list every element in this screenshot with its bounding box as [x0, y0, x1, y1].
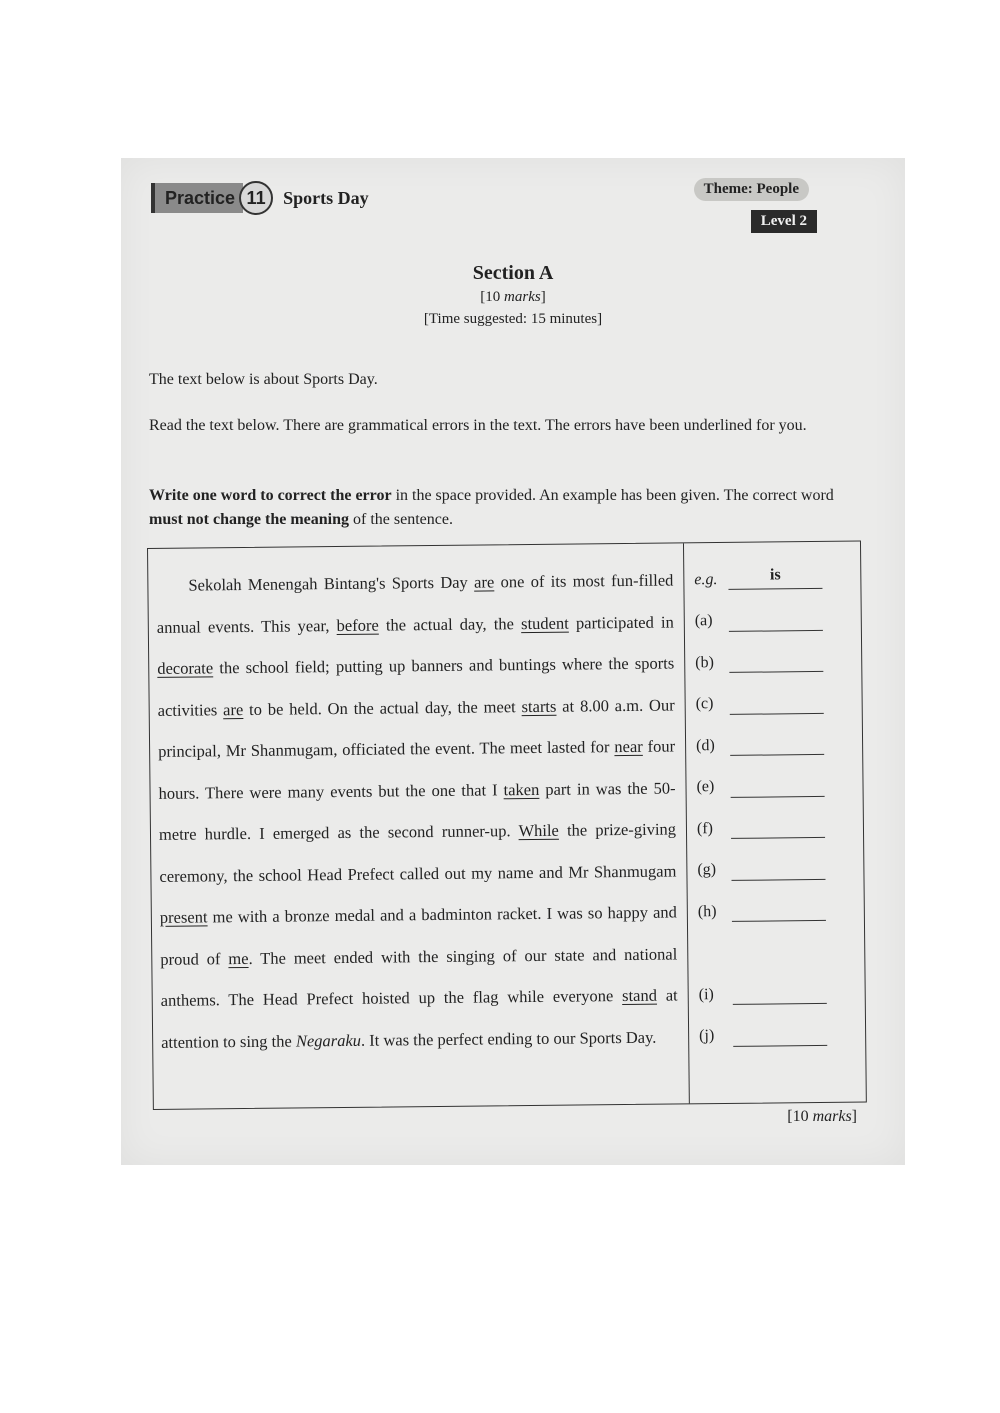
- error-b: student: [521, 613, 569, 633]
- error-f: near: [614, 736, 643, 757]
- answer-blank-g[interactable]: [731, 859, 825, 881]
- section-heading: [121, 260, 905, 330]
- answer-spacer: [688, 931, 864, 974]
- answer-row-a[interactable]: [685, 599, 861, 642]
- read-instruction: Read the text below. There are grammatical errors in the text. The errors have been underlined for you.: [149, 417, 807, 434]
- answer-blank-e[interactable]: [730, 776, 824, 798]
- passage-paragraph: Sekolah Menengah Bintang's Sports Day are one of its most fun-filled annual events. This year, before the actual day, the student participated in decorate the school field; putting up banners and buntings where the sports activities are to be held. On the actual day, the meet starts at 8.00 a.m. Our principal, Mr Shanmugam, officiated the event. The meet lasted for near four hours. There were many events but the one that I taken part in was the 50-metre hurdle. I emerged as the second runner-up. While the prize-giving ceremony, the school Head Prefect called out my name and Mr Shanmugam present me with a bronze medal and a badminton racket. I was so happy and proud of me. The meet ended with the singing of our state and national anthems. The Head Prefect hoisted up the flag while everyone stand at attention to sing the Negaraku. It was the perfect ending to our Sports Day.: [156, 570, 678, 1052]
- answer-label: (c): [695, 695, 714, 713]
- answer-row-f[interactable]: [687, 807, 863, 850]
- passage-text: [148, 543, 690, 1109]
- section-time: [Time suggested: 15 minutes]: [423, 311, 603, 327]
- error-j: me: [228, 948, 249, 968]
- answer-row-d[interactable]: [686, 724, 862, 767]
- answer-label: (h): [697, 902, 717, 921]
- practice-number: 11: [239, 181, 273, 215]
- practice-header: [151, 182, 369, 214]
- write-instruction: Write one word to correct the error in the space provided. An example has been given. The correct word must not change the meaning of the sentence.: [149, 487, 834, 528]
- theme-badge: Theme: People: [694, 178, 809, 201]
- answer-label: (f): [696, 819, 714, 838]
- answer-blank-f[interactable]: [731, 817, 825, 839]
- answer-row-b[interactable]: [685, 641, 861, 684]
- answer-example-value: is: [728, 568, 822, 590]
- answer-label: (b): [695, 653, 714, 672]
- passage-table: [147, 541, 867, 1110]
- total-marks: [10 marks]: [787, 1108, 857, 1125]
- answer-row-example: [684, 558, 860, 601]
- answer-label: (j): [699, 1027, 715, 1045]
- section-title: Section A: [472, 262, 554, 284]
- answer-label: (d): [696, 736, 715, 755]
- error-g: taken: [503, 779, 540, 799]
- answer-blank-h[interactable]: [732, 900, 826, 922]
- answer-label: (g): [697, 861, 717, 879]
- worksheet-page: [121, 158, 905, 1165]
- error-d: are: [223, 699, 244, 719]
- answer-row-g[interactable]: [687, 848, 863, 891]
- answer-label: (a): [694, 612, 713, 630]
- practice-label: Practice: [151, 183, 243, 213]
- level-badge: Level 2: [751, 210, 817, 233]
- answer-blank-i[interactable]: [733, 983, 827, 1005]
- answer-blank-a[interactable]: [729, 610, 823, 632]
- answer-label: (i): [698, 985, 714, 1003]
- error-a: before: [336, 615, 379, 635]
- error-i: present: [159, 907, 208, 927]
- answer-row-e[interactable]: [686, 765, 862, 808]
- error-e: starts: [521, 696, 557, 716]
- intro-text: The text below is about Sports Day.: [149, 371, 378, 388]
- practice-title: Sports Day: [283, 187, 369, 208]
- error-c: decorate: [157, 658, 214, 678]
- answer-label: e.g.: [694, 570, 718, 589]
- error-h: While: [518, 820, 559, 841]
- error-k: stand: [622, 985, 658, 1006]
- answer-blank-d[interactable]: [730, 734, 824, 756]
- answer-row-i[interactable]: [688, 973, 864, 1016]
- answer-row-h[interactable]: [688, 890, 864, 933]
- answer-row-c[interactable]: [685, 682, 861, 725]
- answer-blank-c[interactable]: [730, 693, 824, 715]
- section-marks: [10 marks]: [480, 289, 546, 305]
- error-example: are: [473, 572, 495, 592]
- answer-row-j[interactable]: [689, 1014, 865, 1057]
- answer-column: [684, 542, 866, 1104]
- answer-blank-b[interactable]: [729, 651, 823, 673]
- answer-blank-j[interactable]: [733, 1025, 827, 1047]
- answer-label: (e): [696, 778, 715, 796]
